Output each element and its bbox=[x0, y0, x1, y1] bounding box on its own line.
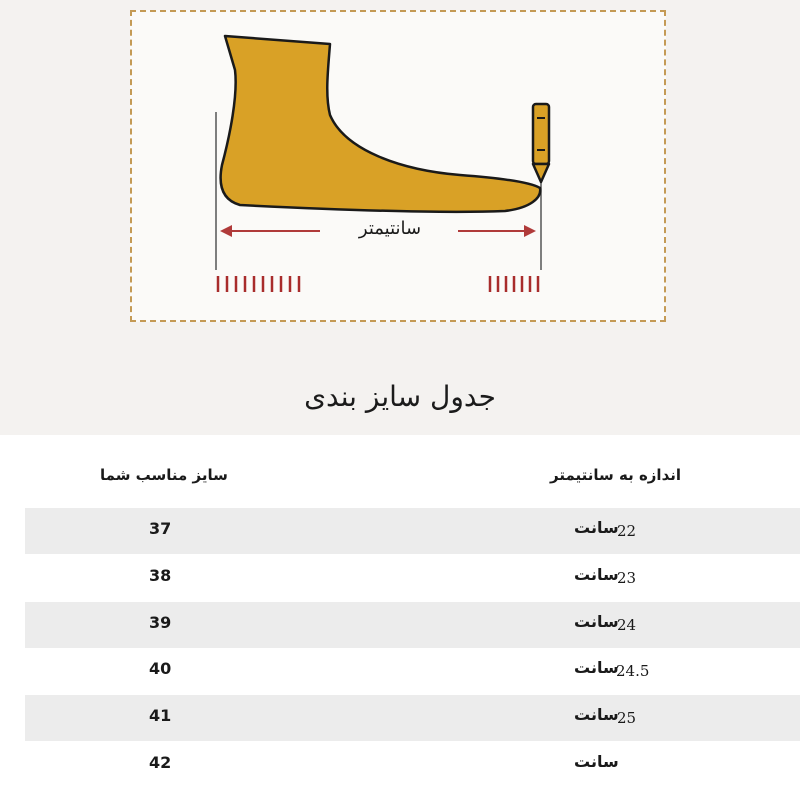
measure-label: سانتیمتر bbox=[358, 218, 422, 239]
size-value: 42 bbox=[149, 753, 172, 772]
table-row bbox=[25, 648, 800, 694]
unit-label: سانت bbox=[574, 752, 619, 771]
unit-label: سانت bbox=[574, 518, 619, 537]
table-row bbox=[25, 742, 800, 788]
unit-label: سانت bbox=[574, 612, 619, 631]
size-value: 40 bbox=[149, 659, 172, 678]
table-row bbox=[25, 695, 800, 741]
table-row bbox=[25, 602, 800, 648]
header-size: سایز مناسب شما bbox=[100, 466, 228, 484]
table-row bbox=[25, 508, 800, 554]
unit-label: سانت bbox=[574, 705, 619, 724]
arrow-head-right-icon bbox=[524, 225, 536, 237]
cm-value: 24.5 bbox=[616, 662, 650, 680]
size-value: 37 bbox=[149, 519, 172, 538]
pencil-icon bbox=[533, 104, 549, 182]
size-value: 38 bbox=[149, 566, 172, 585]
foot-icon bbox=[221, 36, 541, 212]
cm-value: 24 bbox=[617, 616, 637, 634]
size-value: 39 bbox=[149, 613, 172, 632]
cm-value: 25 bbox=[617, 709, 637, 727]
cm-value: 22 bbox=[617, 522, 637, 540]
cm-value: 23 bbox=[617, 569, 637, 587]
ruler-ticks-left bbox=[218, 276, 299, 292]
size-value: 41 bbox=[149, 706, 172, 725]
ruler-ticks-right bbox=[490, 276, 538, 292]
unit-label: سانت bbox=[574, 565, 619, 584]
arrow-head-left-icon bbox=[220, 225, 232, 237]
unit-label: سانت bbox=[574, 658, 619, 677]
table-row bbox=[25, 555, 800, 601]
header-measure: اندازه به سانتیمتر bbox=[550, 466, 682, 484]
page-title: جدول سایز بندی bbox=[304, 380, 496, 413]
